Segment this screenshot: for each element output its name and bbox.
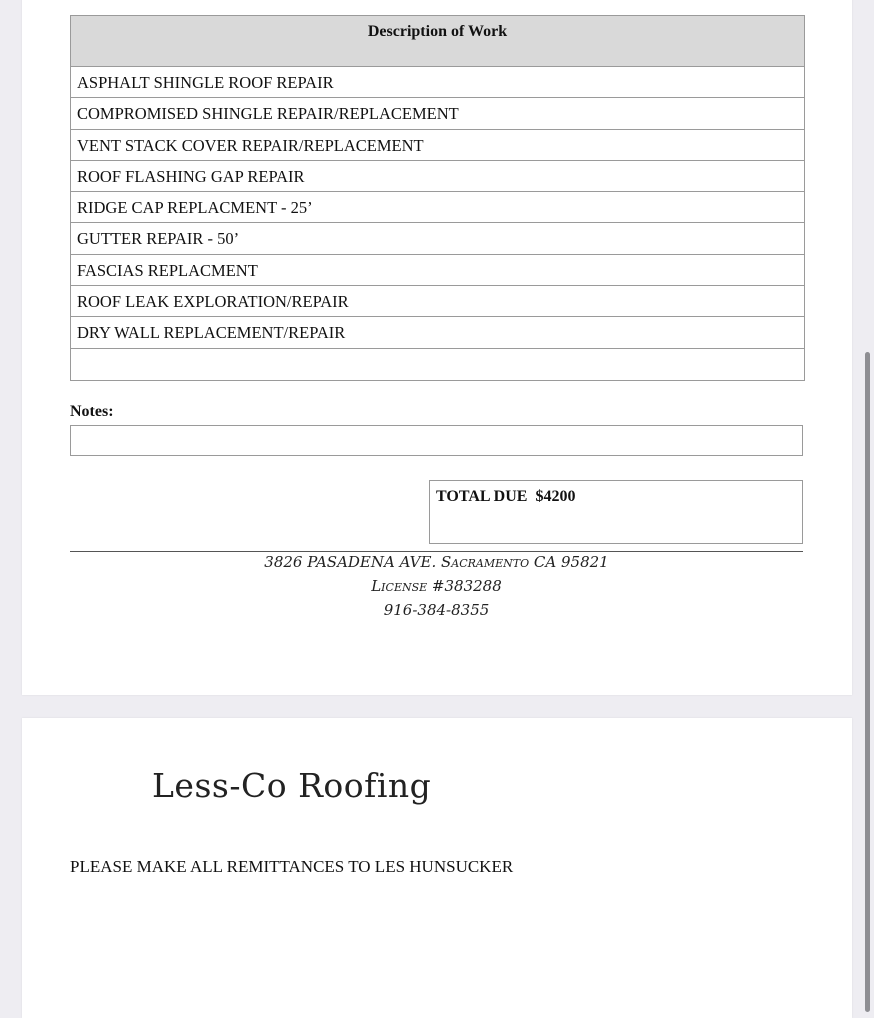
- license-number: License #383288: [371, 577, 502, 595]
- table-row: GUTTER REPAIR - 50’: [71, 223, 804, 254]
- table-row: ASPHALT SHINGLE ROOF REPAIR: [71, 67, 804, 98]
- scrollbar-thumb[interactable]: [865, 352, 870, 1012]
- company-address: 3826 PASADENA AVE. Sacramento CA 95821: [264, 553, 609, 571]
- table-row: ROOF LEAK EXPLORATION/REPAIR: [71, 286, 804, 317]
- table-header: Description of Work: [71, 16, 804, 67]
- invoice-page-2: [22, 718, 852, 1018]
- notes-field: [70, 425, 803, 456]
- total-due-box: TOTAL DUE $4200: [429, 480, 803, 544]
- scrollbar[interactable]: [864, 0, 874, 1000]
- table-row: RIDGE CAP REPLACMENT - 25’: [71, 192, 804, 223]
- company-name: Less-Co Roofing: [152, 766, 432, 805]
- table-row-empty: [71, 349, 804, 380]
- table-row: FASCIAS REPLACMENT: [71, 255, 804, 286]
- work-description-table: [70, 15, 805, 381]
- footer-divider: [70, 551, 803, 552]
- table-row: DRY WALL REPLACEMENT/REPAIR: [71, 317, 804, 348]
- invoice-page-1: [22, 0, 852, 695]
- table-row: ROOF FLASHING GAP REPAIR: [71, 161, 804, 192]
- table-row: VENT STACK COVER REPAIR/REPLACEMENT: [71, 130, 804, 161]
- table-row: COMPROMISED SHINGLE REPAIR/REPLACEMENT: [71, 98, 804, 129]
- phone-number: 916-384-8355: [383, 601, 490, 619]
- remittance-note: PLEASE MAKE ALL REMITTANCES TO LES HUNSUCKER: [70, 857, 514, 876]
- notes-label: Notes:: [70, 403, 114, 420]
